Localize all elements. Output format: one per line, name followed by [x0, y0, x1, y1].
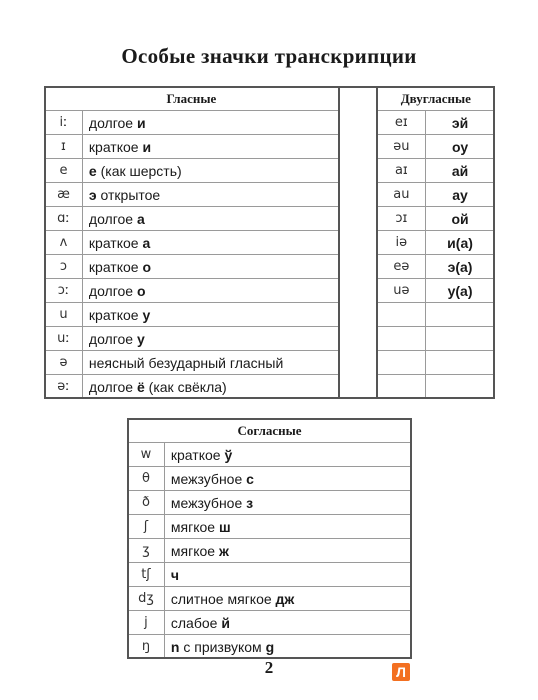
diphthong-sound [426, 351, 495, 375]
page-title: Особые значки транскрипции [121, 44, 417, 68]
vowels-header: Гласные [45, 87, 339, 111]
consonant-description [164, 443, 411, 467]
publisher-logo-icon: Л [392, 663, 410, 681]
vowel-symbol: ɑː [45, 207, 83, 231]
diphthong-sound [426, 303, 495, 327]
diphthong-symbol [377, 327, 426, 351]
letter-highlight: э [88, 186, 97, 203]
desc-text: краткое [88, 306, 143, 323]
table-separator [339, 375, 377, 399]
diphthong-symbol: ɔɪ [377, 207, 426, 231]
consonant-symbol: ʃ [128, 515, 165, 539]
vowel-description [82, 351, 338, 375]
letter-highlight: е [88, 162, 97, 179]
letter-highlight: ё [136, 378, 145, 395]
desc-text: долгое [88, 378, 137, 395]
table-separator [339, 111, 377, 135]
consonant-symbol: dʒ [128, 587, 165, 611]
consonant-description [164, 635, 411, 659]
letter-highlight: у [136, 330, 145, 347]
diphthong-sound: ай [426, 159, 495, 183]
letter-highlight: g [265, 638, 275, 655]
vowel-symbol: ɪ [45, 135, 83, 159]
diphthong-sound: э(а) [426, 255, 495, 279]
letter-highlight: а [136, 210, 145, 227]
consonant-description [164, 611, 411, 635]
desc-text: (как свёкла) [144, 378, 227, 395]
vowel-description [82, 327, 338, 351]
consonant-symbol: w [128, 443, 165, 467]
desc-text: с призвуком [179, 638, 266, 655]
letter-highlight: и [136, 114, 146, 131]
desc-text: долгое [88, 330, 137, 347]
diphthong-symbol: eɪ [377, 111, 426, 135]
diphthong-symbol [377, 303, 426, 327]
diphthongs-header: Двугласные [377, 87, 495, 111]
diphthong-symbol: aɪ [377, 159, 426, 183]
letter-highlight: а [142, 234, 151, 251]
vowel-description [82, 255, 338, 279]
diphthong-sound [426, 375, 495, 399]
vowel-description [82, 375, 338, 399]
vowel-description [82, 159, 338, 183]
diphthong-sound: эй [426, 111, 495, 135]
consonant-description [164, 563, 411, 587]
table-row [45, 303, 495, 327]
table-row [128, 515, 412, 539]
table-row [128, 563, 412, 587]
table-separator [339, 87, 377, 111]
table-separator [339, 207, 377, 231]
letter-highlight: ш [218, 518, 231, 535]
letter-highlight: n [170, 638, 180, 655]
table-row [45, 255, 495, 279]
diphthong-sound: ой [426, 207, 495, 231]
letter-highlight: ж [218, 542, 229, 559]
table-separator [339, 351, 377, 375]
vowel-description [82, 231, 338, 255]
diphthong-sound: ау [426, 183, 495, 207]
desc-text: краткое [88, 258, 143, 275]
table-row [45, 231, 495, 255]
letter-highlight: дж [275, 590, 295, 607]
diphthong-symbol: əu [377, 135, 426, 159]
table-row [45, 327, 495, 351]
desc-text: долгое [88, 114, 137, 131]
desc-text: слитное мягкое [170, 590, 276, 607]
table-separator [339, 135, 377, 159]
table-row [45, 183, 495, 207]
diphthong-sound [426, 327, 495, 351]
consonant-symbol: j [128, 611, 165, 635]
letter-highlight: у [142, 306, 151, 323]
table-row [45, 375, 495, 399]
table-separator [339, 255, 377, 279]
vowel-description [82, 111, 338, 135]
consonant-description [164, 491, 411, 515]
vowel-description [82, 279, 338, 303]
vowel-symbol: æ [45, 183, 83, 207]
letter-highlight: о [136, 282, 146, 299]
diphthong-symbol: iə [377, 231, 426, 255]
page-number: 2 [264, 658, 274, 677]
table-row [128, 611, 412, 635]
table-separator [339, 327, 377, 351]
desc-text: краткое [170, 446, 225, 463]
vowel-symbol: ɔː [45, 279, 83, 303]
table-row [45, 159, 495, 183]
letter-highlight: з [246, 494, 254, 511]
table-row [128, 587, 412, 611]
table-row [128, 539, 412, 563]
consonant-symbol: θ [128, 467, 165, 491]
table-row [45, 279, 495, 303]
diphthong-symbol: eə [377, 255, 426, 279]
diphthong-symbol [377, 351, 426, 375]
table-separator [339, 279, 377, 303]
table-row [128, 467, 412, 491]
desc-text: открытое [96, 186, 161, 203]
consonants-header: Согласные [128, 419, 412, 443]
consonant-symbol: ŋ [128, 635, 165, 659]
vowel-symbol: ɔ [45, 255, 83, 279]
table-row [128, 635, 412, 659]
desc-text: межзубное [170, 494, 247, 511]
desc-text: долгое [88, 210, 137, 227]
desc-text: неясный безударный гласный [88, 354, 284, 371]
desc-text: мягкое [170, 542, 219, 559]
diphthong-sound: оу [426, 135, 495, 159]
table-row [128, 491, 412, 515]
table-row [45, 111, 495, 135]
consonant-symbol: tʃ [128, 563, 165, 587]
table-row [45, 135, 495, 159]
consonants-table [127, 418, 412, 659]
vowels-diphthongs-table [44, 86, 495, 399]
table-row [128, 443, 412, 467]
diphthong-symbol: au [377, 183, 426, 207]
consonant-description [164, 515, 411, 539]
vowel-description [82, 183, 338, 207]
vowel-description [82, 303, 338, 327]
vowel-symbol: ʌ [45, 231, 83, 255]
desc-text: долгое [88, 282, 137, 299]
desc-text: краткое [88, 234, 143, 251]
vowel-symbol: iː [45, 111, 83, 135]
diphthong-symbol [377, 375, 426, 399]
table-separator [339, 231, 377, 255]
vowel-symbol: ə [45, 351, 83, 375]
vowel-symbol: uː [45, 327, 83, 351]
diphthong-sound: у(а) [426, 279, 495, 303]
consonant-description [164, 539, 411, 563]
consonant-description [164, 587, 411, 611]
table-row [45, 207, 495, 231]
vowel-symbol: əː [45, 375, 83, 399]
vowel-description [82, 207, 338, 231]
consonant-symbol: ð [128, 491, 165, 515]
letter-highlight: о [142, 258, 152, 275]
desc-text: межзубное [170, 470, 247, 487]
desc-text: слабое [170, 614, 222, 631]
consonant-description [164, 467, 411, 491]
diphthong-symbol: uə [377, 279, 426, 303]
diphthong-sound: и(а) [426, 231, 495, 255]
desc-text: мягкое [170, 518, 219, 535]
desc-text: (как шерсть) [96, 162, 182, 179]
desc-text: краткое [88, 138, 143, 155]
vowel-description [82, 135, 338, 159]
table-separator [339, 159, 377, 183]
letter-highlight: ч [170, 566, 180, 583]
vowel-symbol: e [45, 159, 83, 183]
table-separator [339, 183, 377, 207]
letter-highlight: и [142, 138, 152, 155]
letter-highlight: й [221, 614, 230, 631]
vowel-symbol: u [45, 303, 83, 327]
consonant-symbol: ʒ [128, 539, 165, 563]
letter-highlight: с [246, 470, 254, 487]
letter-highlight: ў [224, 446, 233, 463]
table-row [45, 351, 495, 375]
table-separator [339, 303, 377, 327]
